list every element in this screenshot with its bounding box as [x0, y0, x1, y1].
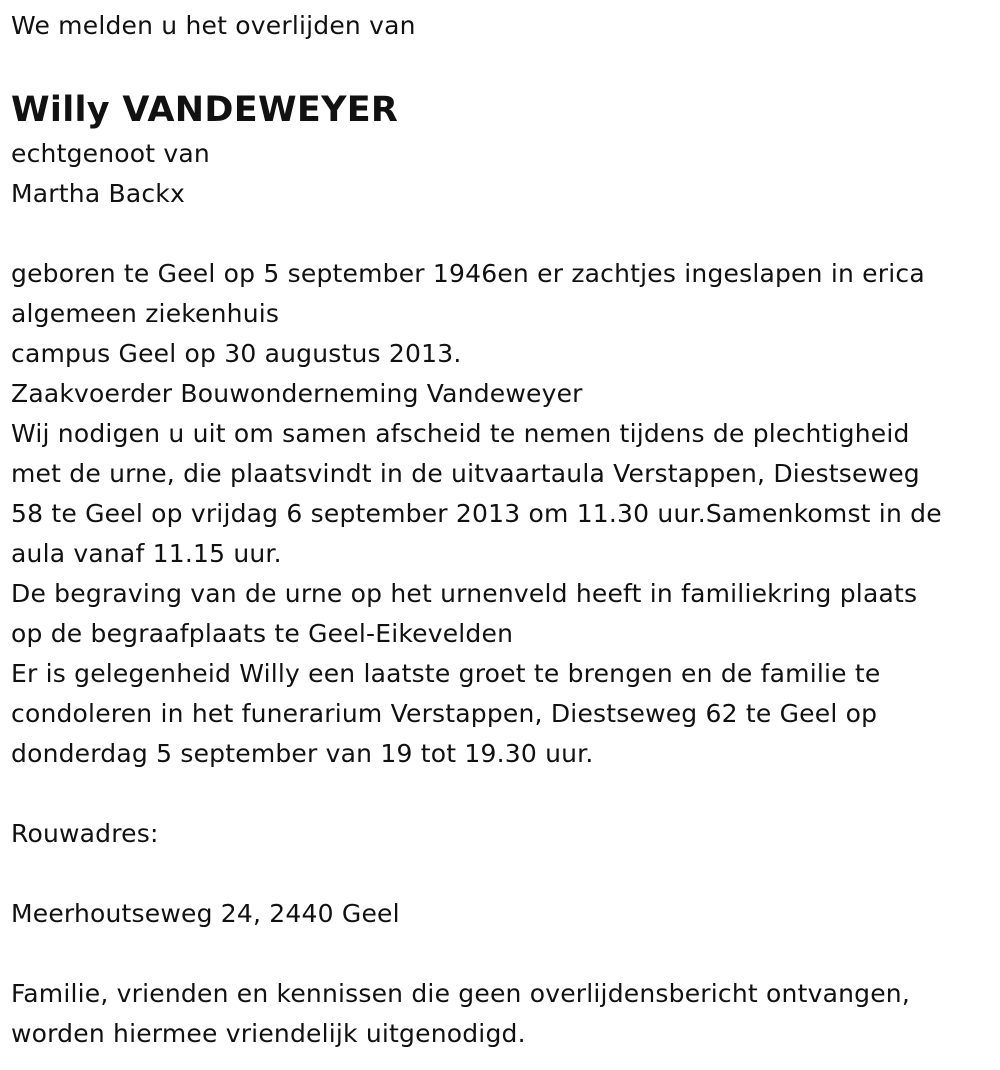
body-line: campus Geel op 30 augustus 2013.	[11, 339, 462, 368]
spacer	[11, 854, 986, 894]
body-line: Zaakvoerder Bouwonderneming Vandeweyer	[11, 379, 583, 408]
notice-body	[11, 254, 986, 774]
body-line: De begraving van de urne op het urnenveld heeft in familiekring plaats	[11, 579, 918, 608]
body-line: aula vanaf 11.15 uur.	[11, 539, 282, 568]
spacer	[11, 214, 986, 254]
body-line: 58 te Geel op vrijdag 6 september 2013 om 11.30 uur.Samenkomst in de	[11, 499, 942, 528]
spacer	[11, 934, 986, 974]
body-line: Wij nodigen u uit om samen afscheid te nemen tijdens de plechtigheid	[11, 419, 910, 448]
body-line: met de urne, die plaatsvindt in de uitvaartaula Verstappen, Diestseweg	[11, 459, 920, 488]
body-line: algemeen ziekenhuis	[11, 299, 280, 328]
closing-line: worden hiermee vriendelijk uitgenodigd.	[11, 1019, 526, 1048]
spacer	[11, 774, 986, 814]
body-line: op de begraafplaats te Geel-Eikevelden	[11, 619, 514, 648]
body-line: condoleren in het funerarium Verstappen, Diestseweg 62 te Geel op	[11, 699, 878, 728]
mourning-address: Meerhoutseweg 24, 2440 Geel	[11, 899, 400, 928]
closing-text	[11, 974, 986, 1054]
body-line: Er is gelegenheid Willy een laatste groet te brengen en de familie te	[11, 659, 881, 688]
closing-line: Familie, vrienden en kennissen die geen overlijdensbericht ontvangen,	[11, 979, 910, 1008]
deceased-name: Willy VANDEWEYER	[11, 90, 399, 130]
body-line: donderdag 5 september van 19 tot 19.30 uur.	[11, 739, 594, 768]
intro-text: We melden u het overlijden van	[11, 11, 416, 40]
spouse-name: Martha Backx	[11, 179, 185, 208]
body-line: geboren te Geel op 5 september 1946en er zachtjes ingeslapen in erica	[11, 259, 925, 288]
relation-text: echtgenoot van	[11, 139, 210, 168]
address-label: Rouwadres:	[11, 819, 159, 848]
